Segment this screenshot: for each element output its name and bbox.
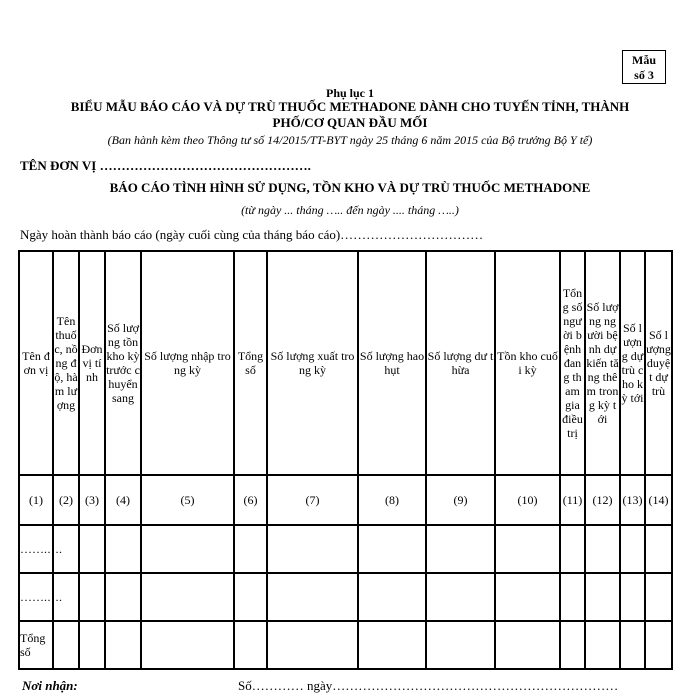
column-number: (9) (426, 475, 495, 525)
column-number: (1) (19, 475, 53, 525)
form-code-box (622, 50, 666, 84)
issued-by-note: (Ban hành kèm theo Thông tư số 14/2015/TT-BYT ngày 25 tháng 6 năm 2015 của Bộ trưởng Bộ Y tế) (107, 133, 593, 147)
column-number: (13) (620, 475, 645, 525)
document-title-line2: PHỐ/CƠ QUAN ĐẦU MỐI (272, 115, 428, 130)
report-table (18, 250, 673, 670)
col-header: Tên đơn vị (19, 251, 53, 475)
column-number: (14) (645, 475, 672, 525)
header-row (19, 251, 672, 475)
form-code-line2: số 3 (634, 68, 654, 82)
col-header: Số lượng tồn kho kỳ trước chuyển sang (105, 251, 141, 475)
recipient-label: Nơi nhận: (22, 678, 78, 693)
col-header: Số lượng hao hụt (358, 251, 426, 475)
report-period: (từ ngày ... tháng ….. đến ngày .... tháng …..) (241, 203, 459, 217)
column-number: (8) (358, 475, 426, 525)
column-number: (2) (53, 475, 79, 525)
appendix-label: Phụ lục 1 (325, 86, 374, 100)
column-number: (4) (105, 475, 141, 525)
col-header: Số lượng người bệnh dự kiến tăng thêm trong kỳ tới (585, 251, 620, 475)
column-number: (7) (267, 475, 358, 525)
total-label: Tổng số (19, 621, 53, 669)
column-number: (6) (234, 475, 267, 525)
report-title: BÁO CÁO TÌNH HÌNH SỬ DỤNG, TỒN KHO VÀ DỰ TRÙ THUỐC METHADONE (109, 180, 591, 195)
form-code-line1: Mẫu (632, 53, 656, 67)
column-number: (5) (141, 475, 234, 525)
unit-name-line: TÊN ĐƠN VỊ …………………………………………. (20, 158, 311, 173)
column-number: (12) (585, 475, 620, 525)
table-row (19, 573, 672, 621)
completion-date-line: Ngày hoàn thành báo cáo (ngày cuối cùng của tháng báo cáo)…………………………… (20, 227, 484, 242)
column-number: (3) (79, 475, 105, 525)
column-number-row (19, 475, 672, 525)
col-header: Số lượng duyệt dự trù (645, 251, 672, 475)
row-label: …….…. (19, 573, 53, 621)
column-number: (11) (560, 475, 585, 525)
col-header: Tên thuốc, nồng độ, hàm lượng (53, 251, 79, 475)
document-title-line1: BIỂU MẪU BÁO CÁO VÀ DỰ TRÙ THUỐC METHADONE DÀNH CHO TUYẾN TỈNH, THÀNH (70, 99, 630, 114)
col-header: Tồn kho cuối kỳ (495, 251, 560, 475)
col-header: Đơn vị tính (79, 251, 105, 475)
col-header: Số lượng nhập trong kỳ (141, 251, 234, 475)
total-row (19, 621, 672, 669)
document-number-date: Số………… ngày………………………………………………………… (238, 678, 619, 693)
col-header: Tổng số người bệnh đang tham gia điều trị (560, 251, 585, 475)
row-label: …….…. (19, 525, 53, 573)
col-header: Tổng số (234, 251, 267, 475)
col-header: Số lượng dư thừa (426, 251, 495, 475)
table-row (19, 525, 672, 573)
column-number: (10) (495, 475, 560, 525)
col-header: Số lượng dự trù cho kỳ tới (620, 251, 645, 475)
col-header: Số lượng xuất trong kỳ (267, 251, 358, 475)
